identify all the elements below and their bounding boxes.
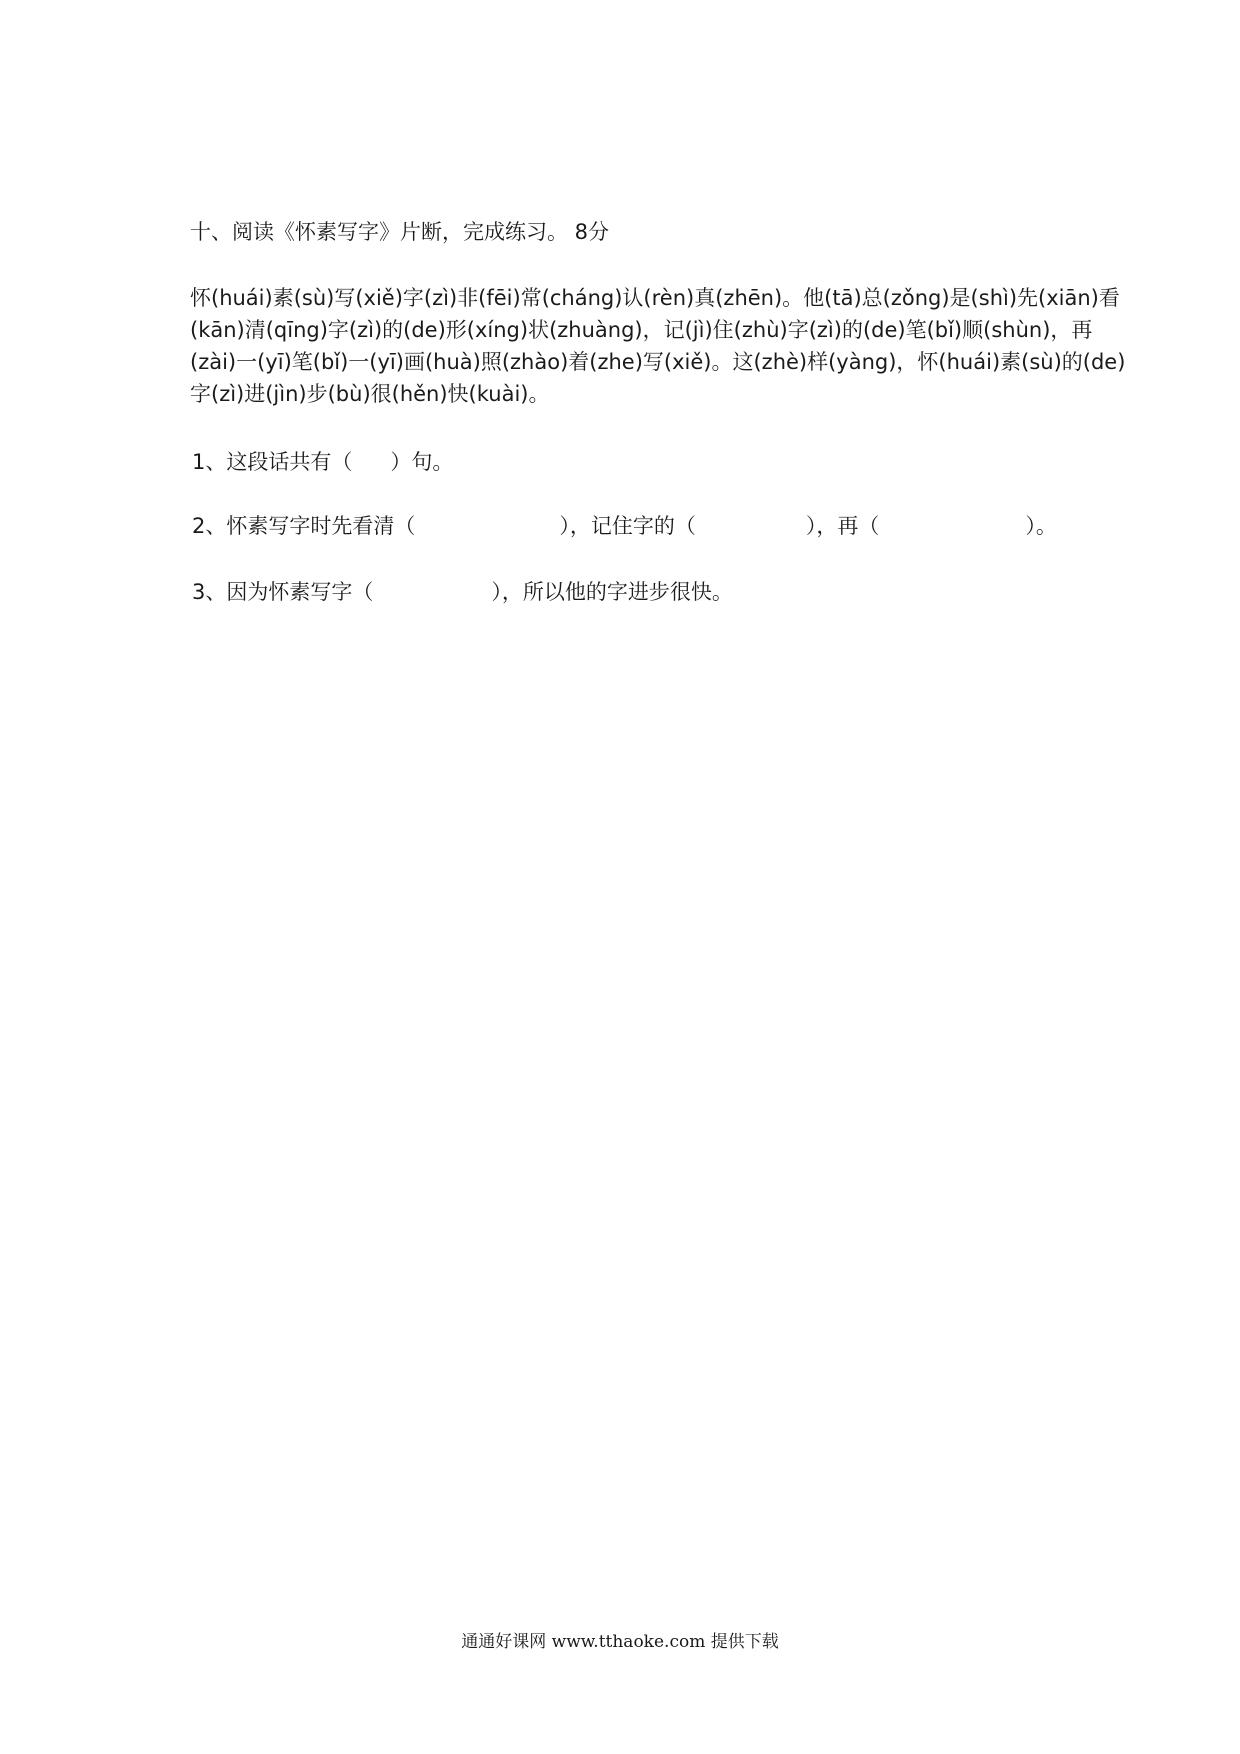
question-2-text-then: ），再（ — [805, 514, 880, 538]
passage-line: (zài)一(yī)笔(bǐ)一(yī)画(huà)照(zhào)着(zhe)写(xiě)。这(zhè)样(yàng)，怀(huái)素(sù)的(de) — [190, 350, 1126, 374]
passage-line: 字(zì)进(jìn)步(bù)很(hěn)快(kuài)。 — [190, 382, 550, 406]
question-3 — [192, 578, 733, 606]
passage-line: 怀(huái)素(sù)写(xiě)字(zì)非(fēi)常(cháng)认(rèn)真(zhēn)。他(tā)总(zǒng)是(shì)先(xiān)看 — [190, 286, 1120, 310]
question-3-text-end: ），所以他的字进步很快。 — [491, 580, 733, 604]
reading-passage — [190, 282, 1126, 410]
question-2-text-end: ）。 — [1025, 514, 1057, 538]
question-2 — [192, 512, 1057, 540]
question-3-text: 3、因为怀素写字（ — [192, 580, 374, 604]
question-1-text-end: ）句。 — [390, 450, 454, 474]
page-footer: 通通好课网 www.tthaoke.com 提供下载 — [461, 1632, 779, 1652]
question-1-text: 1、这段话共有（ — [192, 450, 353, 474]
question-2-text: 2、怀素写字时先看清（ — [192, 514, 416, 538]
question-1 — [192, 448, 453, 476]
passage-line: (kān)清(qīng)字(zì)的(de)形(xíng)状(zhuàng)，记(jì)住(zhù)字(zì)的(de)笔(bǐ)顺(shùn)，再 — [190, 318, 1093, 342]
question-2-text-mid: ），记住字的（ — [559, 514, 696, 538]
section-heading: 十、阅读《怀素写字》片断，完成练习。 8分 — [190, 220, 610, 244]
